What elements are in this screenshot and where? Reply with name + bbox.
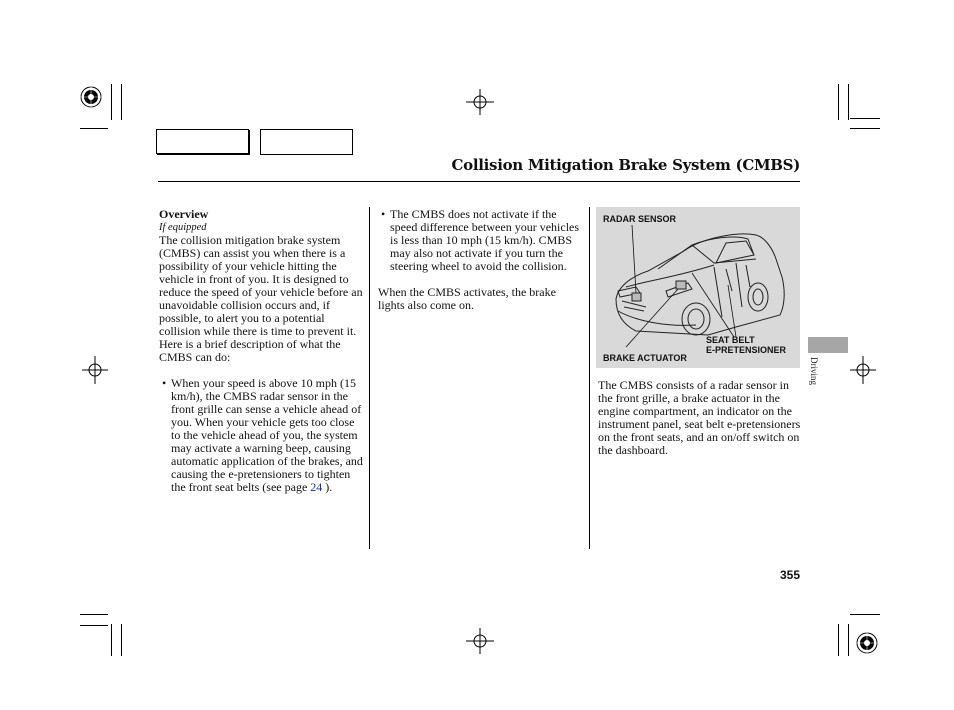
bullet-text: The CMBS does not activate if the speed difference between your vehicles is less than 10 mph (15 km/h). CMBS may also not activate if you turn the steering wheel to avoid the collision. [390,207,580,273]
page-title: Collision Mitigation Brake System (CMBS) [451,156,800,174]
registration-target-icon [856,632,878,654]
section-heading: Overview [159,207,209,221]
column-divider [589,207,590,549]
equipment-note: If equipped [159,222,207,233]
page-number: 355 [779,568,800,582]
title-rule [158,181,800,182]
registration-target-icon [80,86,102,108]
column-3 [598,379,802,457]
column-2 [378,208,582,312]
bullet-text: When your speed is above 10 mph (15 km/h), the CMBS radar sensor in the front grille can sense a vehicle ahead of you. When your vehicle gets too close to the vehicle ahead of you, the system may activate a warning beep, causing automatic application of the brakes, and causing the e-pretensioners to tighten the front seat belts (see page [171,376,363,494]
section-tab[interactable] [808,337,848,353]
intro-paragraph: The collision mitigation brake system (CMBS) can assist you when there is a possibility of your vehicle hitting the vehicle in front of you. It is designed to reduce the speed of your vehicle before an unavoidable collision occurs and, if possible, to alert you to a potential collision while there is time to prevent it. Here is a brief description of what the CMBS can do: [159,233,363,364]
brake-actuator-label: BRAKE ACTUATOR [603,353,687,363]
page-link[interactable]: 24 [310,480,323,494]
seat-belt-label: SEAT BELT [706,335,755,345]
bullet-item [378,208,582,273]
bullet-end: ). [322,480,333,494]
activation-paragraph: When the CMBS activates, the brake lights also come on. [378,285,556,312]
bullet-item [159,377,363,494]
column-divider [369,207,370,549]
crosshair-icon [82,356,108,384]
column-1 [159,208,363,494]
main-menu-button[interactable] [156,129,249,154]
bullet-icon: • [381,207,386,221]
car-illustration [596,207,800,368]
crosshair-icon [850,356,876,384]
table-of-contents-button[interactable] [260,129,353,155]
e-pretensioner-label: E-PRETENSIONER [706,345,787,355]
crosshair-icon [466,628,494,654]
radar-sensor-label: RADAR SENSOR [603,214,677,224]
section-tab-label: Driving [809,357,819,385]
cmbs-component-diagram [596,207,800,368]
bullet-icon: • [162,376,167,390]
components-paragraph: The CMBS consists of a radar sensor in the front grille, a brake actuator in the engine compartment, an indicator on the instrument panel, seat belt e-pretensioners on the front seats, and an on/off switch on the dashboard. [598,378,801,457]
crosshair-icon [466,89,494,115]
